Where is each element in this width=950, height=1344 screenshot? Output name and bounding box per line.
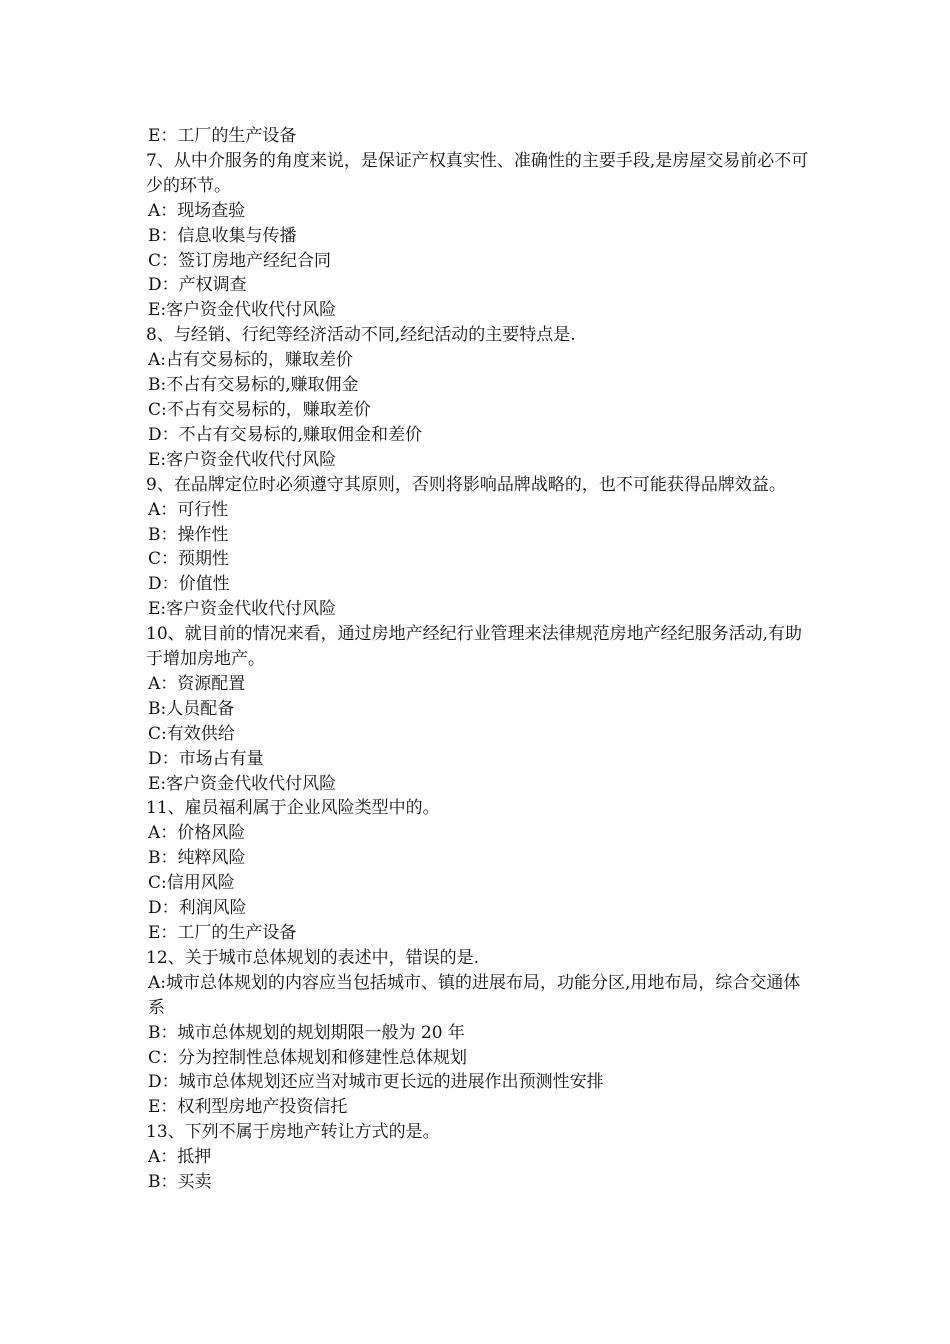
answer-option: C:不占有交易标的，赚取差价 bbox=[148, 399, 371, 420]
answer-option: B:不占有交易标的,赚取佣金 bbox=[148, 375, 359, 396]
answer-option: E:客户资金代收代付风险 bbox=[148, 449, 337, 470]
answer-option: C：分为控制性总体规划和修建性总体规划 bbox=[148, 1047, 468, 1068]
answer-option: D：利润风险 bbox=[148, 898, 247, 919]
answer-option: B：城市总体规划的规划期限一般为 20 年 bbox=[148, 1022, 465, 1043]
answer-option: B：操作性 bbox=[148, 524, 229, 545]
answer-option: E:客户资金代收代付风险 bbox=[148, 599, 337, 620]
answer-option: D：价值性 bbox=[148, 574, 230, 595]
answer-option: C:有效供给 bbox=[148, 723, 235, 744]
answer-option: B：信息收集与传播 bbox=[148, 225, 297, 246]
answer-option: A：可行性 bbox=[148, 499, 229, 520]
answer-option: B：买卖 bbox=[148, 1172, 212, 1193]
answer-option: A：现场查验 bbox=[148, 200, 246, 221]
answer-option: E：工厂的生产设备 bbox=[148, 126, 297, 146]
question-text: 13、下列不属于房地产转让方式的是。 bbox=[146, 1122, 440, 1143]
answer-option: D：不占有交易标的,赚取佣金和差价 bbox=[148, 424, 423, 445]
answer-option: B:人员配备 bbox=[148, 698, 235, 719]
question-text: 7、从中介服务的角度来说，是保证产权真实性、准确性的主要手段,是房屋交易前必不可少的环节。 bbox=[146, 150, 809, 196]
answer-option: E:客户资金代收代付风险 bbox=[148, 300, 337, 321]
question-text: 9、在品牌定位时必须遵守其原则，否则将影响品牌战略的，也不可能获得品牌效益。 bbox=[146, 474, 786, 495]
answer-option: E:客户资金代收代付风险 bbox=[148, 773, 337, 794]
question-text: 10、就目前的情况来看，通过房地产经纪行业管理来法律规范房地产经纪服务活动,有助于增加房地产。 bbox=[146, 624, 803, 670]
answer-option: A：资源配置 bbox=[148, 673, 246, 694]
question-text: 12、关于城市总体规划的表述中，错误的是. bbox=[146, 947, 480, 968]
answer-option: A:城市总体规划的内容应当包括城市、镇的进展布局，功能分区,用地布局，综合交通体系 bbox=[148, 972, 801, 1018]
answer-option: D：市场占有量 bbox=[148, 748, 264, 769]
answer-option: E：工厂的生产设备 bbox=[148, 923, 297, 943]
answer-option: D：产权调查 bbox=[148, 275, 247, 296]
question-text: 8、与经销、行纪等经济活动不同,经纪活动的主要特点是. bbox=[146, 325, 576, 346]
answer-option: A：抵押 bbox=[148, 1147, 212, 1168]
answer-option: E：权利型房地产投资信托 bbox=[148, 1097, 348, 1118]
answer-option: C:信用风险 bbox=[148, 873, 235, 894]
answer-option: A：价格风险 bbox=[148, 823, 246, 844]
question-text: 11、雇员福利属于企业风险类型中的。 bbox=[146, 798, 440, 819]
answer-option: C：签订房地产经纪合同 bbox=[148, 250, 332, 271]
answer-option: D：城市总体规划还应当对城市更长远的进展作出预测性安排 bbox=[148, 1072, 604, 1093]
question-list bbox=[146, 124, 816, 1195]
answer-option: B：纯粹风险 bbox=[148, 848, 246, 869]
answer-option: A:占有交易标的，赚取差价 bbox=[148, 350, 354, 371]
answer-option: C：预期性 bbox=[148, 549, 230, 570]
